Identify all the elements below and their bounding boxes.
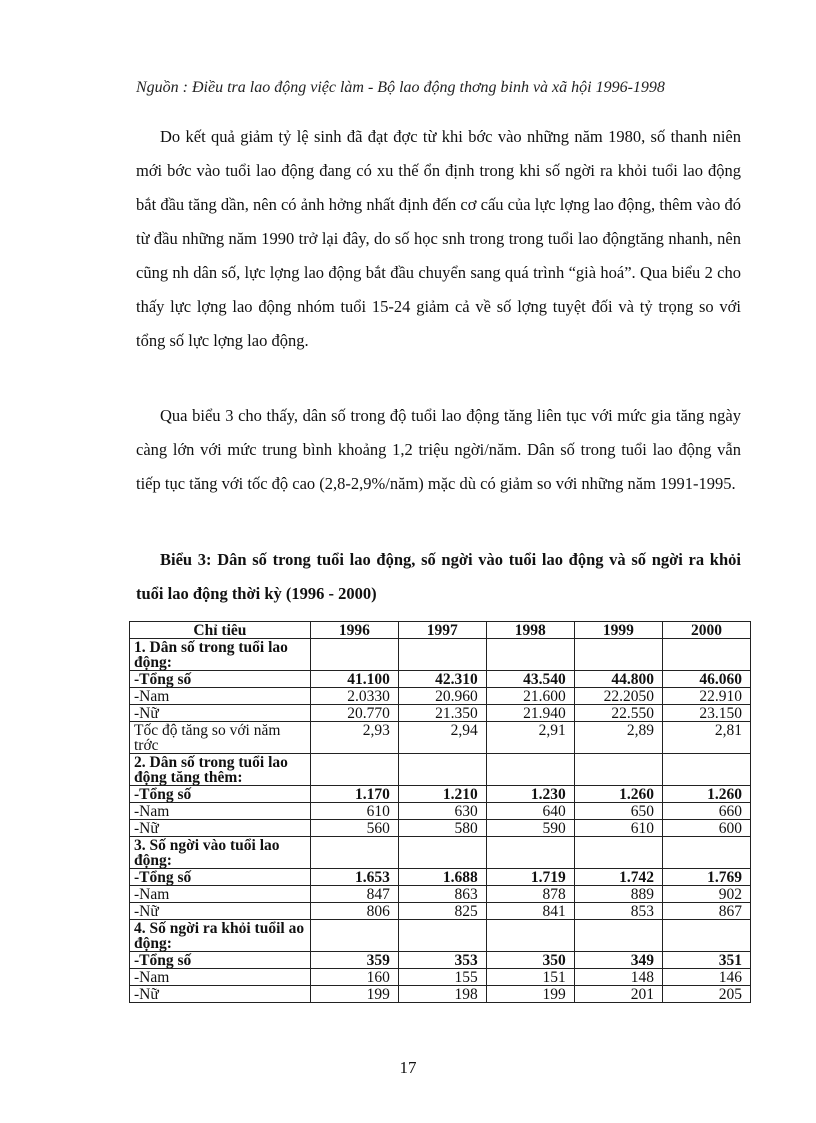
value-cell: 2,81 <box>663 722 751 754</box>
header-year: 2000 <box>663 622 751 639</box>
value-cell: 878 <box>486 886 574 903</box>
value-cell: 2,91 <box>486 722 574 754</box>
value-cell: 806 <box>310 903 398 920</box>
empty-cell <box>310 920 398 952</box>
value-cell: 1.769 <box>663 869 751 886</box>
empty-cell <box>398 920 486 952</box>
section-title: 1. Dân số trong tuổi lao động: <box>130 639 311 671</box>
table-row <box>130 986 751 1003</box>
row-label: -Nữ <box>130 820 311 837</box>
empty-cell <box>663 837 751 869</box>
empty-cell <box>574 639 662 671</box>
value-cell: 863 <box>398 886 486 903</box>
value-cell: 1.742 <box>574 869 662 886</box>
value-cell: 199 <box>486 986 574 1003</box>
table-row <box>130 952 751 969</box>
value-cell: 889 <box>574 886 662 903</box>
empty-cell <box>398 754 486 786</box>
value-cell: 23.150 <box>663 705 751 722</box>
row-label: Tốc độ tăng so với năm trớc <box>130 722 311 754</box>
value-cell: 1.170 <box>310 786 398 803</box>
value-cell: 359 <box>310 952 398 969</box>
row-label: -Nam <box>130 969 311 986</box>
table-row <box>130 688 751 705</box>
row-label: -Tổng số <box>130 671 311 688</box>
value-cell: 21.350 <box>398 705 486 722</box>
section-title: 2. Dân số trong tuổi lao động tăng thêm: <box>130 754 311 786</box>
value-cell: 590 <box>486 820 574 837</box>
value-cell: 146 <box>663 969 751 986</box>
empty-cell <box>398 837 486 869</box>
row-label: -Nam <box>130 886 311 903</box>
row-label: -Nam <box>130 688 311 705</box>
empty-cell <box>486 639 574 671</box>
value-cell: 2,93 <box>310 722 398 754</box>
value-cell: 560 <box>310 820 398 837</box>
value-cell: 22.550 <box>574 705 662 722</box>
value-cell: 21.600 <box>486 688 574 705</box>
table-row <box>130 803 751 820</box>
value-cell: 825 <box>398 903 486 920</box>
row-label: -Nữ <box>130 986 311 1003</box>
value-cell: 160 <box>310 969 398 986</box>
source-note: Nguồn : Điều tra lao động việc làm - Bộ lao động thơng binh và xã hội 1996-1998 <box>136 79 665 96</box>
empty-cell <box>663 754 751 786</box>
section-title: 4. Số ngời ra khỏi tuổil ao động: <box>130 920 311 952</box>
empty-cell <box>663 639 751 671</box>
empty-cell <box>574 754 662 786</box>
value-cell: 1.719 <box>486 869 574 886</box>
header-year: 1998 <box>486 622 574 639</box>
value-cell: 847 <box>310 886 398 903</box>
value-cell: 2.0330 <box>310 688 398 705</box>
header-label: Chỉ tiêu <box>130 622 311 639</box>
header-year: 1996 <box>310 622 398 639</box>
value-cell: 580 <box>398 820 486 837</box>
value-cell: 1.260 <box>663 786 751 803</box>
value-cell: 902 <box>663 886 751 903</box>
empty-cell <box>398 639 486 671</box>
value-cell: 630 <box>398 803 486 820</box>
value-cell: 350 <box>486 952 574 969</box>
value-cell: 1.688 <box>398 869 486 886</box>
value-cell: 1.653 <box>310 869 398 886</box>
table-section-row <box>130 920 751 952</box>
value-cell: 46.060 <box>663 671 751 688</box>
value-cell: 640 <box>486 803 574 820</box>
population-table <box>129 621 751 1003</box>
value-cell: 205 <box>663 986 751 1003</box>
table-row <box>130 705 751 722</box>
value-cell: 2,94 <box>398 722 486 754</box>
empty-cell <box>310 837 398 869</box>
value-cell: 22.2050 <box>574 688 662 705</box>
value-cell: 841 <box>486 903 574 920</box>
table-section-row <box>130 837 751 869</box>
paragraph-2: Qua biểu 3 cho thấy, dân số trong độ tuổi lao động tăng liên tục với mức gia tăng ngày càng lớn với mức trung bình khoảng 1,2 triệu ngời/năm. Dân số trong tuổi lao động vẫn tiếp tục tăng với tốc độ cao (2,8-2,9%/năm) mặc dù có giảm so với những năm 1991-1995. <box>136 406 741 493</box>
value-cell: 353 <box>398 952 486 969</box>
value-cell: 660 <box>663 803 751 820</box>
value-cell: 867 <box>663 903 751 920</box>
table-header-row <box>130 622 751 639</box>
header-year: 1999 <box>574 622 662 639</box>
value-cell: 1.260 <box>574 786 662 803</box>
value-cell: 21.940 <box>486 705 574 722</box>
value-cell: 201 <box>574 986 662 1003</box>
value-cell: 1.210 <box>398 786 486 803</box>
value-cell: 42.310 <box>398 671 486 688</box>
empty-cell <box>486 920 574 952</box>
value-cell: 2,89 <box>574 722 662 754</box>
row-label: -Tổng số <box>130 952 311 969</box>
empty-cell <box>486 837 574 869</box>
table-row <box>130 903 751 920</box>
table-row <box>130 886 751 903</box>
table-row <box>130 820 751 837</box>
value-cell: 199 <box>310 986 398 1003</box>
empty-cell <box>574 920 662 952</box>
empty-cell <box>574 837 662 869</box>
value-cell: 41.100 <box>310 671 398 688</box>
row-label: -Tổng số <box>130 786 311 803</box>
empty-cell <box>310 639 398 671</box>
value-cell: 22.910 <box>663 688 751 705</box>
table-row <box>130 671 751 688</box>
paragraph-1: Do kết quả giảm tỷ lệ sinh đã đạt đợc từ khi bớc vào những năm 1980, số thanh niên mới bớc vào tuổi lao động đang có xu thế ổn định trong khi số ngời ra khỏi tuổi lao động bắt đầu tăng dần, nên có ảnh hởng nhất định đến cơ cấu của lực lợng lao động, thêm vào đó từ đầu những năm 1990 trở lại đây, do số học snh trong trong tuổi lao độngtăng nhanh, nên cũng nh dân số, lực lợng lao động bắt đầu chuyển sang quá trình “già hoá”. Qua biểu 2 cho thấy lực lợng lao động nhóm tuổi 15-24 giảm cả về số lợng tuyệt đối và tỷ trọng so với tổng số lực lợng lao động. <box>136 127 741 350</box>
value-cell: 43.540 <box>486 671 574 688</box>
row-label: -Tổng số <box>130 869 311 886</box>
value-cell: 151 <box>486 969 574 986</box>
value-cell: 148 <box>574 969 662 986</box>
empty-cell <box>486 754 574 786</box>
table-row <box>130 969 751 986</box>
table-row <box>130 869 751 886</box>
table-section-row <box>130 754 751 786</box>
value-cell: 650 <box>574 803 662 820</box>
value-cell: 155 <box>398 969 486 986</box>
table-row <box>130 722 751 754</box>
empty-cell <box>310 754 398 786</box>
value-cell: 198 <box>398 986 486 1003</box>
value-cell: 44.800 <box>574 671 662 688</box>
empty-cell <box>663 920 751 952</box>
value-cell: 351 <box>663 952 751 969</box>
value-cell: 610 <box>574 820 662 837</box>
value-cell: 20.960 <box>398 688 486 705</box>
value-cell: 349 <box>574 952 662 969</box>
value-cell: 853 <box>574 903 662 920</box>
table-row <box>130 786 751 803</box>
table-caption: Biểu 3: Dân số trong tuổi lao động, số ngời vào tuổi lao động và số ngời ra khỏi tuổi lao động thời kỳ (1996 - 2000) <box>136 550 741 603</box>
row-label: -Nam <box>130 803 311 820</box>
section-title: 3. Số ngời vào tuổi lao động: <box>130 837 311 869</box>
table-section-row <box>130 639 751 671</box>
value-cell: 610 <box>310 803 398 820</box>
value-cell: 600 <box>663 820 751 837</box>
header-year: 1997 <box>398 622 486 639</box>
page-number: 17 <box>399 1058 417 1077</box>
row-label: -Nữ <box>130 705 311 722</box>
value-cell: 1.230 <box>486 786 574 803</box>
value-cell: 20.770 <box>310 705 398 722</box>
row-label: -Nữ <box>130 903 311 920</box>
